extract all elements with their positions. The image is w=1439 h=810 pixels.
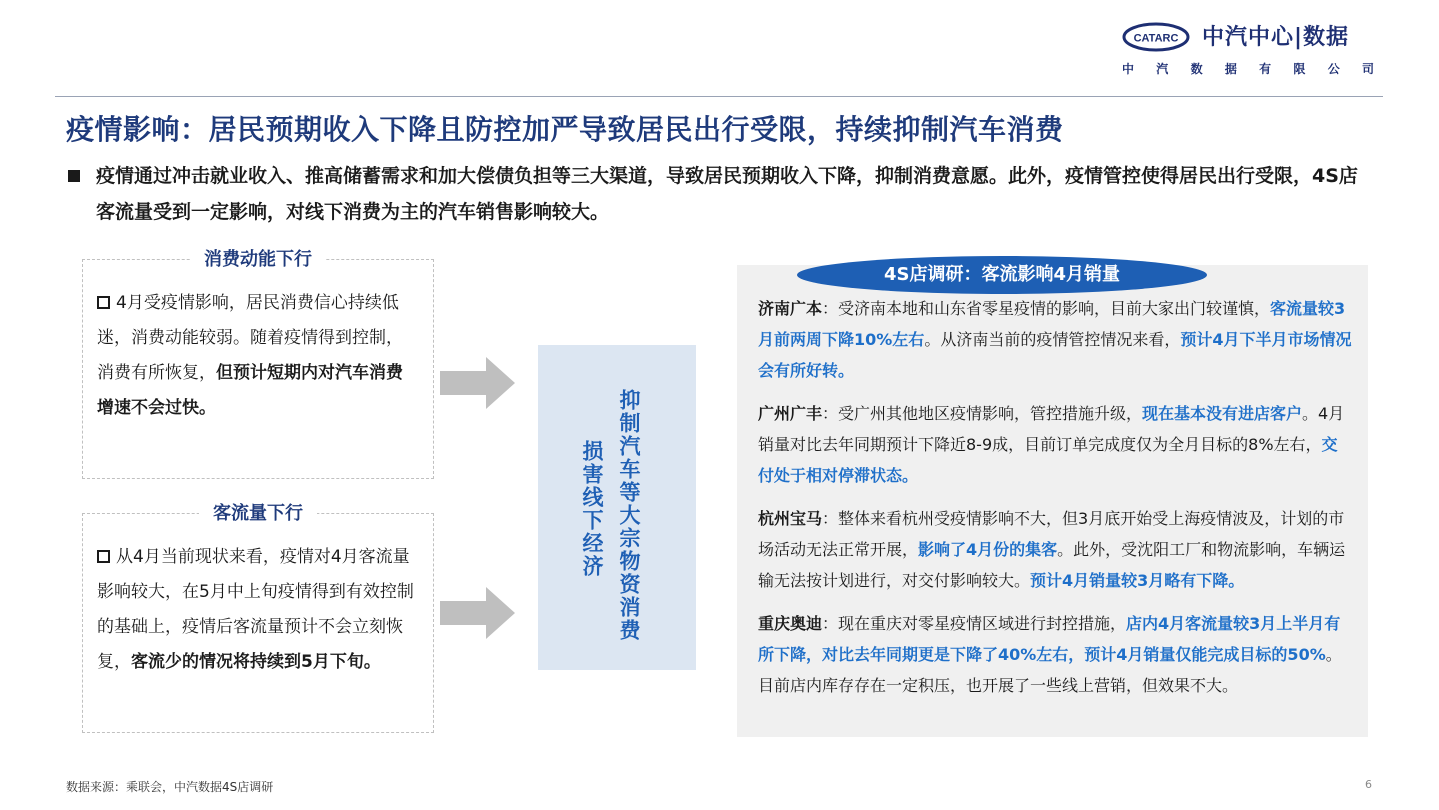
logo-subtitle-char: 公 [1327,62,1340,76]
entry-text: 。目前店内库存存在一定积压，也开展了一些线上营销，但效果不大。 [758,645,1342,695]
entry-highlight: 现在基本没有进店客户 [1142,404,1303,423]
entry-highlight: 预计4月下半月市场情况会有所好转。 [758,330,1352,380]
impact-consumption-text: 抑制汽车等大宗物资消费 [617,389,641,642]
entry-highlight: 店内4月客流量较3月上半月有所下降，对比去年同期更是下降了40%左右，预计4月销量仅能完成目标的50% [758,614,1341,664]
entry-text: ：整体来看杭州受疫情影响不大，但3月底开始受上海疫情波及，计划的市场活动无法正常开展， [758,509,1345,559]
logo-subtitle-char: 司 [1361,62,1374,76]
survey-entry [758,608,1353,701]
right-arrow-icon [440,357,515,409]
logo-subtitle-char: 汽 [1156,62,1169,76]
dealer-name: 杭州宝马 [758,509,823,528]
dealer-name: 济南广本 [758,299,823,318]
summary-bullet-icon [68,170,80,182]
logo-subtitle-char: 限 [1293,62,1306,76]
box-text: 从4月当前现状来看，疫情对4月客流量影响较大，在5月中上旬疫情得到有效控制的基础上，疫情后客流量预计不会立刻恢复， [97,547,414,672]
entry-highlight: 影响了4月份的集客 [918,540,1058,559]
survey-entry [758,398,1353,491]
right-arrow-icon [440,587,515,639]
page-title: 疫情影响：居民预期收入下降且防控加严导致居民出行受限，持续抑制汽车消费 [66,113,1064,146]
logo-title: 中汽中心|数据 [1202,25,1350,50]
dealer-name: 重庆奥迪 [758,614,823,633]
box-title: 客流量下行 [199,503,317,524]
survey-title: 4S店调研：客流影响4月销量 [797,256,1207,294]
logo-subtitle-char: 数 [1190,62,1203,76]
entry-text: 。此外，受沈阳工厂和物流影响，车辆运输无法按计划进行，对交付影响较大。 [758,540,1346,590]
box-title: 消费动能下行 [190,249,326,270]
checkbox-bullet-icon [97,296,110,309]
entry-text: ：受济南本地和山东省零星疫情的影响，目前大家出门较谨慎， [822,299,1271,318]
box-body [97,540,419,680]
logo-subtitle-char: 有 [1259,62,1272,76]
entry-highlight: 交付处于相对停滞状态。 [758,435,1338,485]
data-source: 数据来源：乘联会，中汽数据4S店调研 [66,780,274,794]
entry-text: ：受广州其他地区疫情影响，管控措施升级， [822,404,1143,423]
survey-entries [758,293,1353,713]
entry-highlight: 预计4月销量较3月略有下降。 [1030,571,1245,590]
logo-subtitle [1122,60,1374,77]
catarc-logo-icon [1122,22,1190,52]
box-text: 4月受疫情影响，居民消费信心持续低迷，消费动能较弱。随着疫情得到控制，消费有所恢复， [97,293,403,383]
company-logo [1122,20,1374,82]
entry-text: 。从济南当前的疫情管控情况来看， [924,330,1181,349]
entry-highlight: 客流量较3月前两周下降10%左右 [758,299,1346,349]
summary-paragraph: 疫情通过冲击就业收入、推高储蓄需求和加大偿债负担等三大渠道，导致居民预期收入下降，抑制消费意愿。此外，疫情管控使得居民出行受限，4S店客流量受到一定影响，对线下消费为主的汽车销售影响较大。 [96,165,1358,223]
header-divider [55,96,1383,97]
box-text-emphasis: 客流少的情况将持续到5月下旬。 [131,652,381,672]
survey-entry [758,503,1353,596]
impact-offline-economy-text: 损害线下经济 [580,440,604,578]
logo-subtitle-char: 据 [1224,62,1237,76]
dealer-name: 广州广丰 [758,404,823,423]
survey-entry [758,293,1353,386]
logo-subtitle-char: 中 [1122,62,1135,76]
entry-text: 。4月销量对比去年同期预计下降近8-9成，目前订单完成度仅为全月目标的8%左右， [758,404,1345,454]
consumption-momentum-box [82,249,434,479]
logo-mark-text: CATARC [1133,32,1179,45]
page-number: 6 [1365,778,1372,791]
customer-flow-box [82,503,434,733]
entry-text: ：现在重庆对零星疫情区域进行封控措施， [822,614,1127,633]
box-body [97,286,419,426]
box-text-emphasis: 但预计短期内对汽车消费增速不会过快。 [97,363,403,418]
checkbox-bullet-icon [97,550,110,563]
